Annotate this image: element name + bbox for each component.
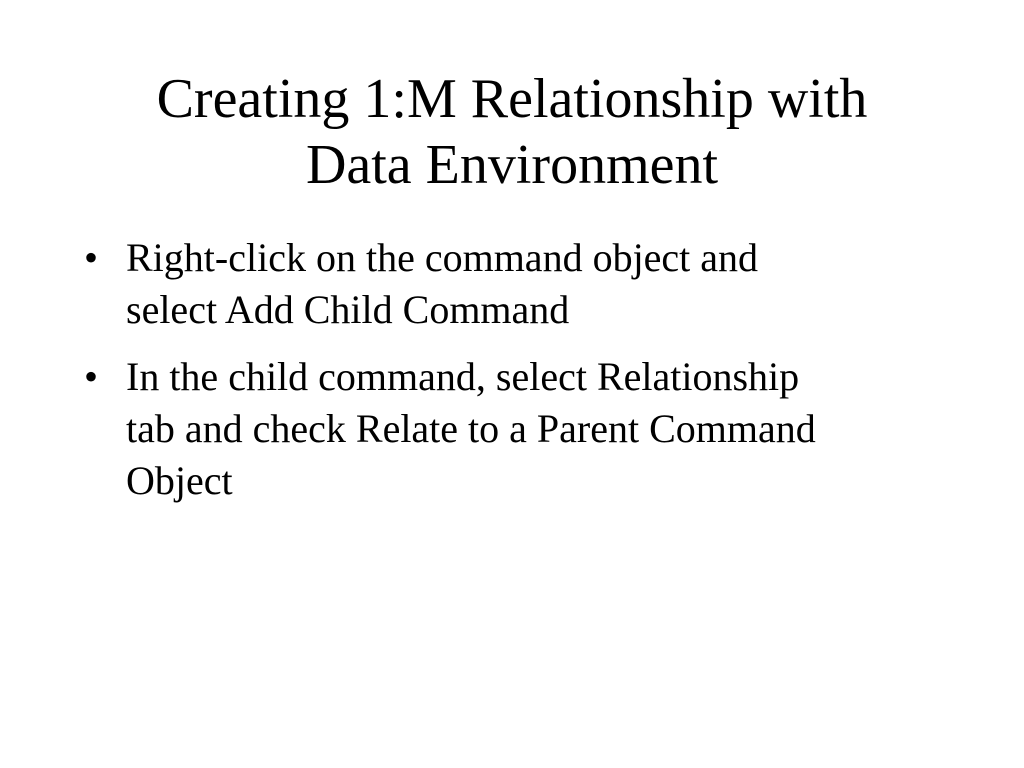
bullet-item — [84, 351, 944, 507]
bullet-text-line: select Add Child Command — [126, 287, 570, 332]
bullet-text-line: Object — [126, 458, 233, 503]
bullet-item — [84, 232, 944, 336]
bullet-dot-icon: • — [84, 235, 99, 280]
bullet-list — [84, 232, 944, 522]
slide-title — [60, 66, 964, 198]
slide-title-line-1: Creating 1:M Relationship with — [156, 68, 868, 130]
bullet-text-line: tab and check Relate to a Parent Command — [126, 406, 816, 451]
bullet-text-line: Right-click on the command object and — [126, 235, 759, 280]
bullet-text-line: In the child command, select Relationship — [126, 354, 800, 399]
slide-title-line-2: Data Environment — [305, 134, 719, 196]
bullet-dot-icon: • — [84, 354, 99, 399]
